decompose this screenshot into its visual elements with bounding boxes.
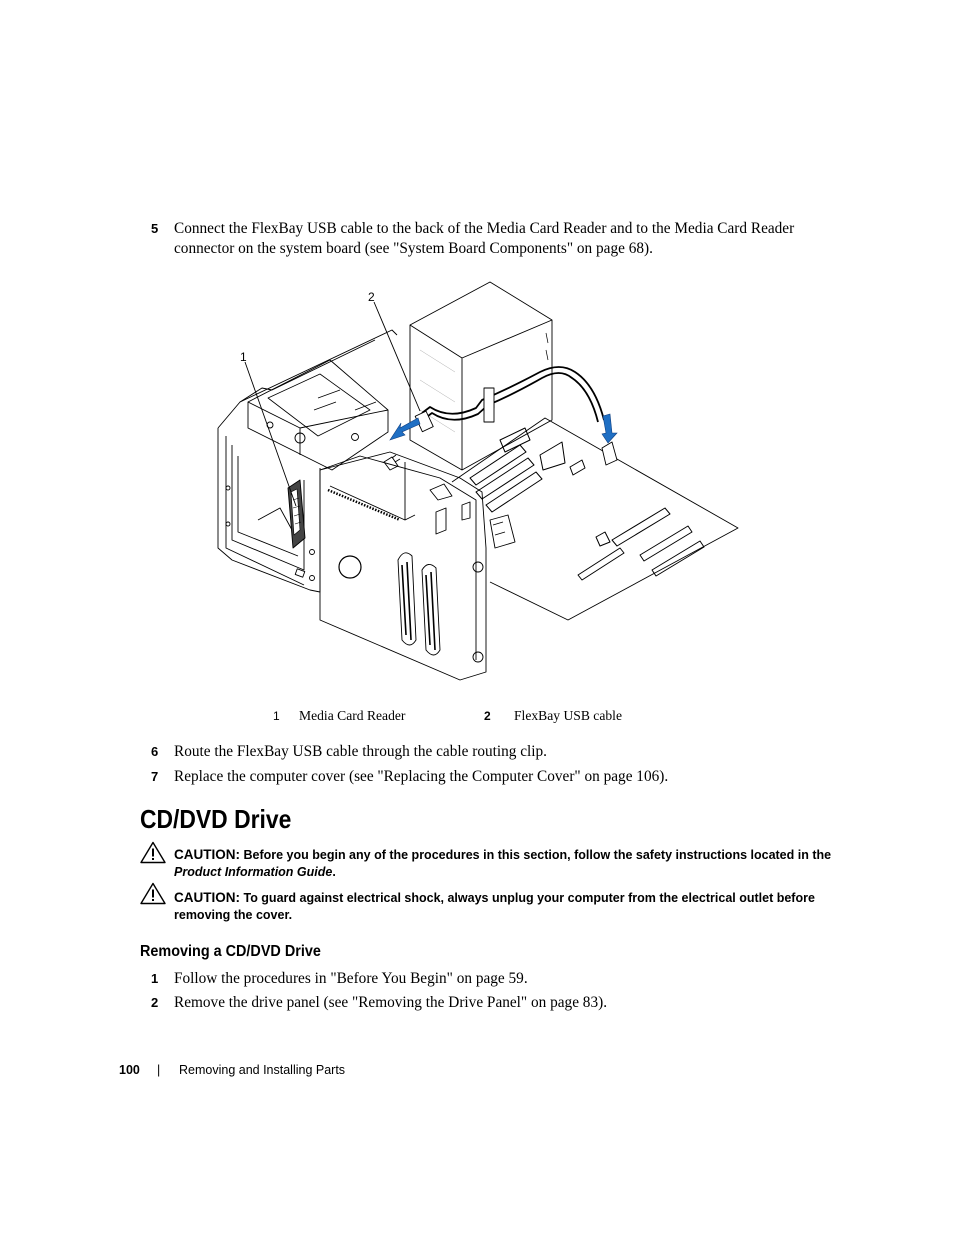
caution-label: CAUTION: <box>174 890 240 905</box>
caution-icon <box>140 841 166 864</box>
flexbay-usb-cable <box>415 367 617 465</box>
caution-label: CAUTION: <box>174 847 240 862</box>
computer-illustration <box>200 280 745 690</box>
board-slots <box>470 428 704 580</box>
callout-1: 1 <box>240 350 247 364</box>
caution-notice <box>174 846 834 881</box>
caution-notice <box>174 889 834 924</box>
page-number: 100 <box>119 1063 140 1077</box>
chapter-title: Removing and Installing Parts <box>179 1063 346 1077</box>
step-number: 7 <box>151 769 159 784</box>
caution-icon <box>140 882 166 905</box>
caution-text: To guard against electrical shock, always unplug your computer from the electrical outlet before removing the cover. <box>174 891 815 922</box>
subsection-title: Removing a CD/DVD Drive <box>140 943 321 960</box>
drive-panel <box>320 452 486 680</box>
power-button <box>339 556 361 578</box>
step-number: 5 <box>151 221 159 236</box>
callout-2-leader <box>374 302 420 411</box>
callout-1-leader <box>245 362 296 506</box>
caution-end: . <box>332 865 336 879</box>
arrow-2 <box>602 414 617 443</box>
legend-number: 1 <box>273 709 280 723</box>
step-number: 1 <box>151 971 159 986</box>
step-text: Route the FlexBay USB cable through the cable routing clip. <box>174 743 547 760</box>
caution-text: Before you begin any of the procedures in this section, follow the safety instructions located in the <box>243 848 832 862</box>
arrow-1 <box>390 418 420 440</box>
caution-italic-title: Product Information Guide <box>174 865 333 879</box>
footer-separator: | <box>157 1063 161 1077</box>
section-title: CD/DVD Drive <box>140 804 292 834</box>
legend-label: Media Card Reader <box>299 708 406 723</box>
step-text: Remove the drive panel (see "Removing the Drive Panel" on page 83). <box>174 994 608 1011</box>
legend-label: FlexBay USB cable <box>514 708 622 723</box>
step-number: 2 <box>151 995 159 1010</box>
step-text: Connect the FlexBay USB cable to the back of the Media Card Reader and to the Media Card Reader connector on the system board (see "System Board Components" on page 68). <box>174 220 795 257</box>
drive-bay <box>248 360 388 470</box>
step-number: 6 <box>151 744 159 759</box>
step-text: Follow the procedures in "Before You Begin" on page 59. <box>174 970 528 987</box>
legend-number: 2 <box>484 709 491 723</box>
callout-2: 2 <box>368 290 375 304</box>
step-text: Replace the computer cover (see "Replacing the Computer Cover" on page 106). <box>174 768 669 785</box>
